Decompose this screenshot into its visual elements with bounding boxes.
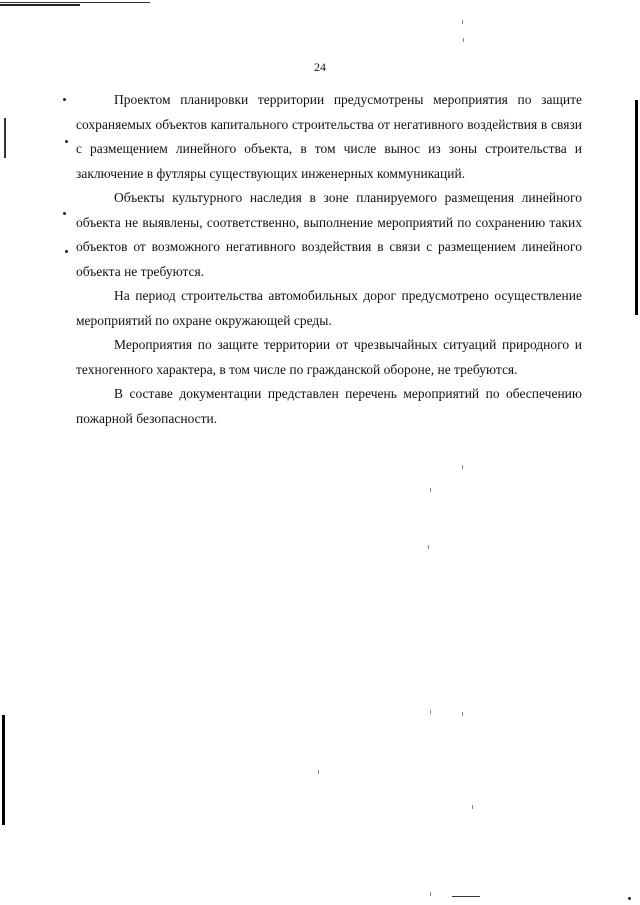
scan-edge-line: [452, 896, 480, 897]
paragraph-environment: На период строительства автомобильных дорог предусмотрено осуществление мероприятий по охране окружающей среды.: [76, 288, 582, 328]
scan-speck: [463, 38, 464, 42]
scan-speck: [318, 770, 319, 774]
scan-edge-line: [0, 2, 150, 3]
scan-speck: [430, 710, 431, 714]
scan-speck: [430, 488, 431, 492]
scan-dot: [63, 98, 66, 101]
document-body: [76, 88, 582, 431]
scan-dot: [65, 140, 68, 143]
scan-dot: [65, 250, 68, 253]
scan-speck: [462, 712, 463, 716]
paragraph-emergency: Мероприятия по защите территории от чрезвычайных ситуаций природного и техногенного характера, в том числе по гражданской обороне, не требуются.: [76, 337, 582, 377]
page-number: 24: [314, 60, 326, 74]
scan-speck: [462, 465, 463, 469]
scan-margin-mark: [4, 118, 6, 158]
paragraph-cultural-heritage: Объекты культурного наследия в зоне планируемого размещения линейного объекта не выявлены, соответственно, выполнение мероприятий по сохранению таких объектов от возможного негативного воздействия в связи с размещением линейного объекта не требуются.: [76, 190, 582, 279]
scan-speck: [472, 805, 473, 809]
paragraph-fire-safety: В составе документации представлен перечень мероприятий по обеспечению пожарной безопасности.: [76, 386, 582, 426]
scan-edge-line: [0, 4, 80, 6]
scan-margin-mark: [635, 100, 638, 315]
scan-dot: [628, 897, 631, 900]
paragraph-protection-measures: Проектом планировки территории предусмотрены мероприятия по защите сохраняемых объектов капитального строительства от негативного воздействия в связи с размещением линейного объекта, в том числе вынос из зоны строительства и заключение в футляры существующих инженерных коммуникаций.: [76, 92, 582, 181]
scan-speck: [428, 545, 429, 549]
scan-dot: [63, 212, 66, 215]
scan-margin-mark: [2, 715, 5, 825]
scan-speck: [430, 892, 431, 896]
scan-speck: [462, 20, 463, 24]
